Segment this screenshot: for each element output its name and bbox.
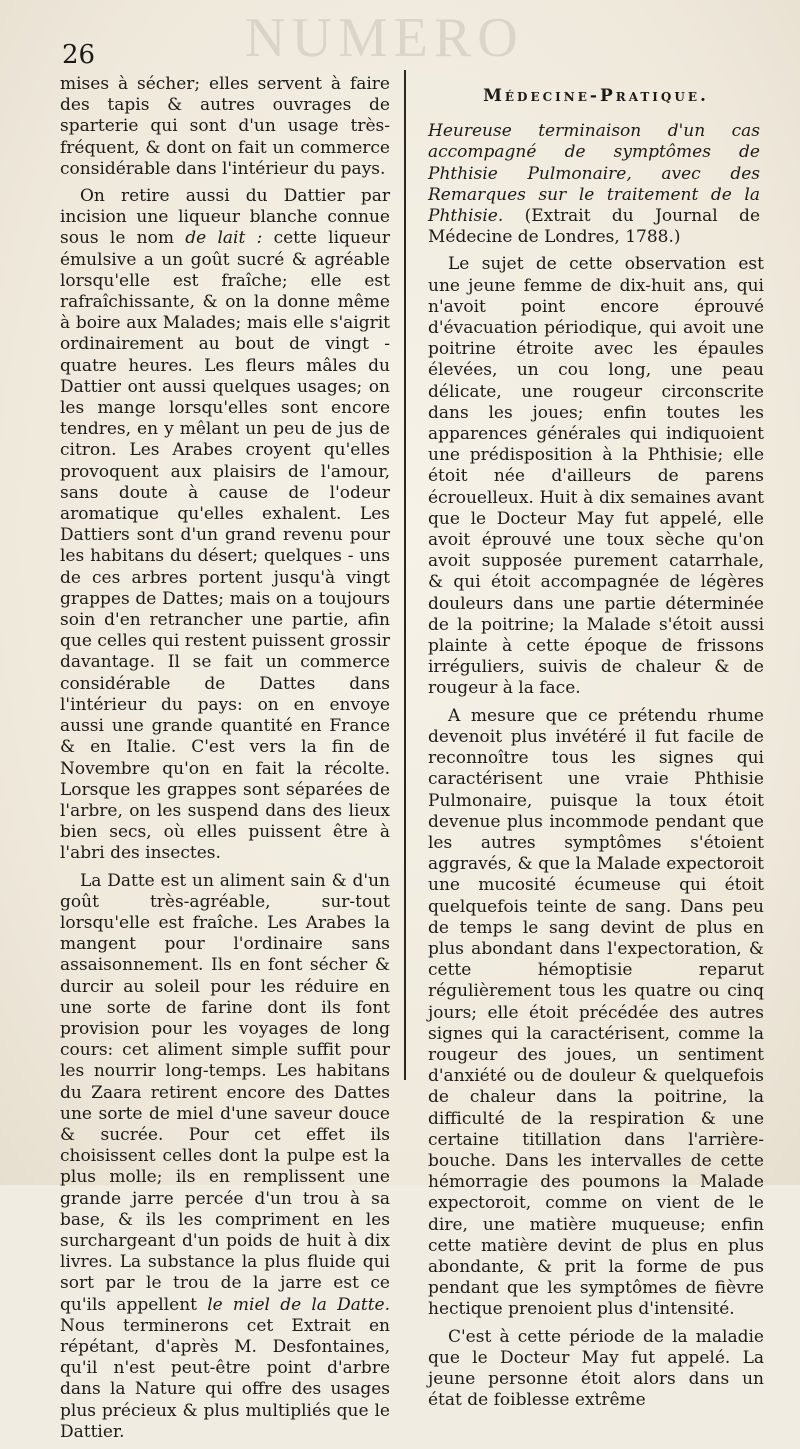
article-title [428,121,764,248]
left-paragraph-3 [60,871,390,1443]
column-divider [404,70,406,1080]
bleed-through-header: NUMERO [245,7,524,69]
left-column [60,74,390,1449]
left-paragraph-2-text-b: cette liqueur émulsive a un goût sucré & agréable lorsqu'elle est fraîche; elle est rafraîchissante, & on la donne même à boire aux Malades; mais elle s'aigrit ordinairement au bout de vingt - quatre heures. Les fleurs mâles du Dattier ont aussi quelques usages; on les mange lorsqu'elles sont encore tendres, en y mêlant un peu de jus de citron. Les Arabes croyent qu'elles provoquent aux plaisirs de l'amour, sans doute à cause de l'odeur aromatique qu'elles exhalent. Les Dattiers sont d'un grand revenu pour les habitans du désert; quelques - uns de ces arbres portent jusqu'à vingt grappes de Dattes; mais on a toujours soin d'en retrancher une partie, afin que celles qui restent puissent grossir davantage. Il se fait un commerce considérable de Dattes dans l'intérieur du pays: on en envoye aussi une grande quantité en France & en Italie. C'est vers la fin de Novembre qu'on en fait la récolte. Lorsque les grappes sont séparées de l'arbre, on les suspend dans des lieux bien secs, où elles puissent être à l'abri des insectes. [60,228,390,864]
left-paragraph-3-emphasis: le miel de la Datte. [207,1294,391,1315]
left-paragraph-1: mises à sécher; elles servent à faire des tapis & autres ouvrages de sparterie qui sont d'un usage très-fréquent, & dont on fait un commerce considérable dans l'intérieur du pays. [60,74,390,179]
right-column [428,74,764,1417]
right-paragraph-1: Le sujet de cette observation est une jeune femme de dix-huit ans, qui n'avoit point encore éprouvé d'évacuation périodique, qui avoit une poitrine étroite avec les épaules élevées, un cou long, une peau délicate, une rougeur circonscrite dans les joues; enfin toutes les apparences générales qui indiquoient une prédisposition à la Phthisie; elle étoit née d'ailleurs de parens écrouelleux. Huit à dix semaines avant que le Docteur May fut appelé, elle avoit éprouvé une toux sèche qu'on avoit supposée purement catarrhale, & qui étoit accompagnée de légères douleurs dans une partie déterminée de la poitrine; la Malade s'étoit aussi plainte à cette époque de frissons irréguliers, suivis de chaleur & de rougeur à la face. [428,254,764,699]
right-paragraph-3: C'est à cette période de la maladie que le Docteur May fut appelé. La jeune personne étoit alors dans un état de foiblesse extrême [428,1326,764,1411]
article-title-text: Heureuse terminaison d'un cas accompagné de symptômes de Phthisie Pulmonaire, avec des Remarques sur le traitement de la Phthisie. [428,121,760,227]
page-number: 26 [62,40,96,70]
left-paragraph-2-text-a: On retire aussi du Dattier par incision une liqueur blanche connue sous le nom [60,186,390,249]
left-paragraph-3-text-a: La Datte est un aliment sain & d'un goût très-agréable, sur-tout lorsqu'elle est fraîche. Les Arabes la mangent pour l'ordinaire sans assaisonnement. Ils en font sécher & durcir au soleil pour les réduire en une sorte de farine dont ils font provision pour les voyages de long cours: cet aliment simple suffit pour les nourrir long-temps. Les habitans du Zaara retirent encore des Dattes une sorte de miel d'une saveur douce & sucrée. Pour cet effet ils choisissent celles dont la pulpe est la plus molle; ils en remplissent une grande jarre percée d'un trou à sa base, & ils les compriment en les surchargeant d'un poids de huit à dix livres. La substance la plus fluide qui sort par le trou de la jarre est ce qu'ils appellent [60,870,390,1315]
left-paragraph-3-text-b: Nous terminerons cet Extrait en répétant, d'après M. Desfontaines, qu'il n'est peut-être point d'arbre dans la Nature qui offre des usages plus précieux & plus multipliés que le Dattier. [60,1315,390,1442]
article-source: (Extrait du Journal de Médecine de Londres, 1788.) [428,206,761,248]
left-paragraph-2-emphasis: de lait : [185,228,263,249]
right-paragraph-2: A mesure que ce prétendu rhume devenoit plus invétéré il fut facile de reconnoître tous les signes qui caractérisent une vraie Phthisie Pulmonaire, puisque la toux étoit devenue plus incommode pendant que les autres symptômes s'étoient aggravés, & que la Malade expectoroit une mucosité écumeuse qui étoit quelquefois teinte de sang. Dans peu de temps le sang devint de plus en plus abondant dans l'expectoration, & cette hémoptisie reparut régulièrement tous les quatre ou cinq jours; elle étoit précédée des autres signes qui la caractérisent, comme la rougeur des joues, un sentiment d'anxiété ou de douleur & quelquefois de chaleur dans la poitrine, la difficulté de la respiration & une certaine titillation dans l'arrière-bouche. Dans les intervalles de cette hémorragie des poumons la Malade expectoroit, comme on vient de le dire, une matière muqueuse; enfin cette matière devint de plus en plus abondante, & prit la forme de pus pendant que les symptômes de fièvre hectique prenoient plus d'intensité. [428,705,764,1320]
section-title: Médecine-Pratique. [483,86,709,106]
left-paragraph-2 [60,186,390,865]
